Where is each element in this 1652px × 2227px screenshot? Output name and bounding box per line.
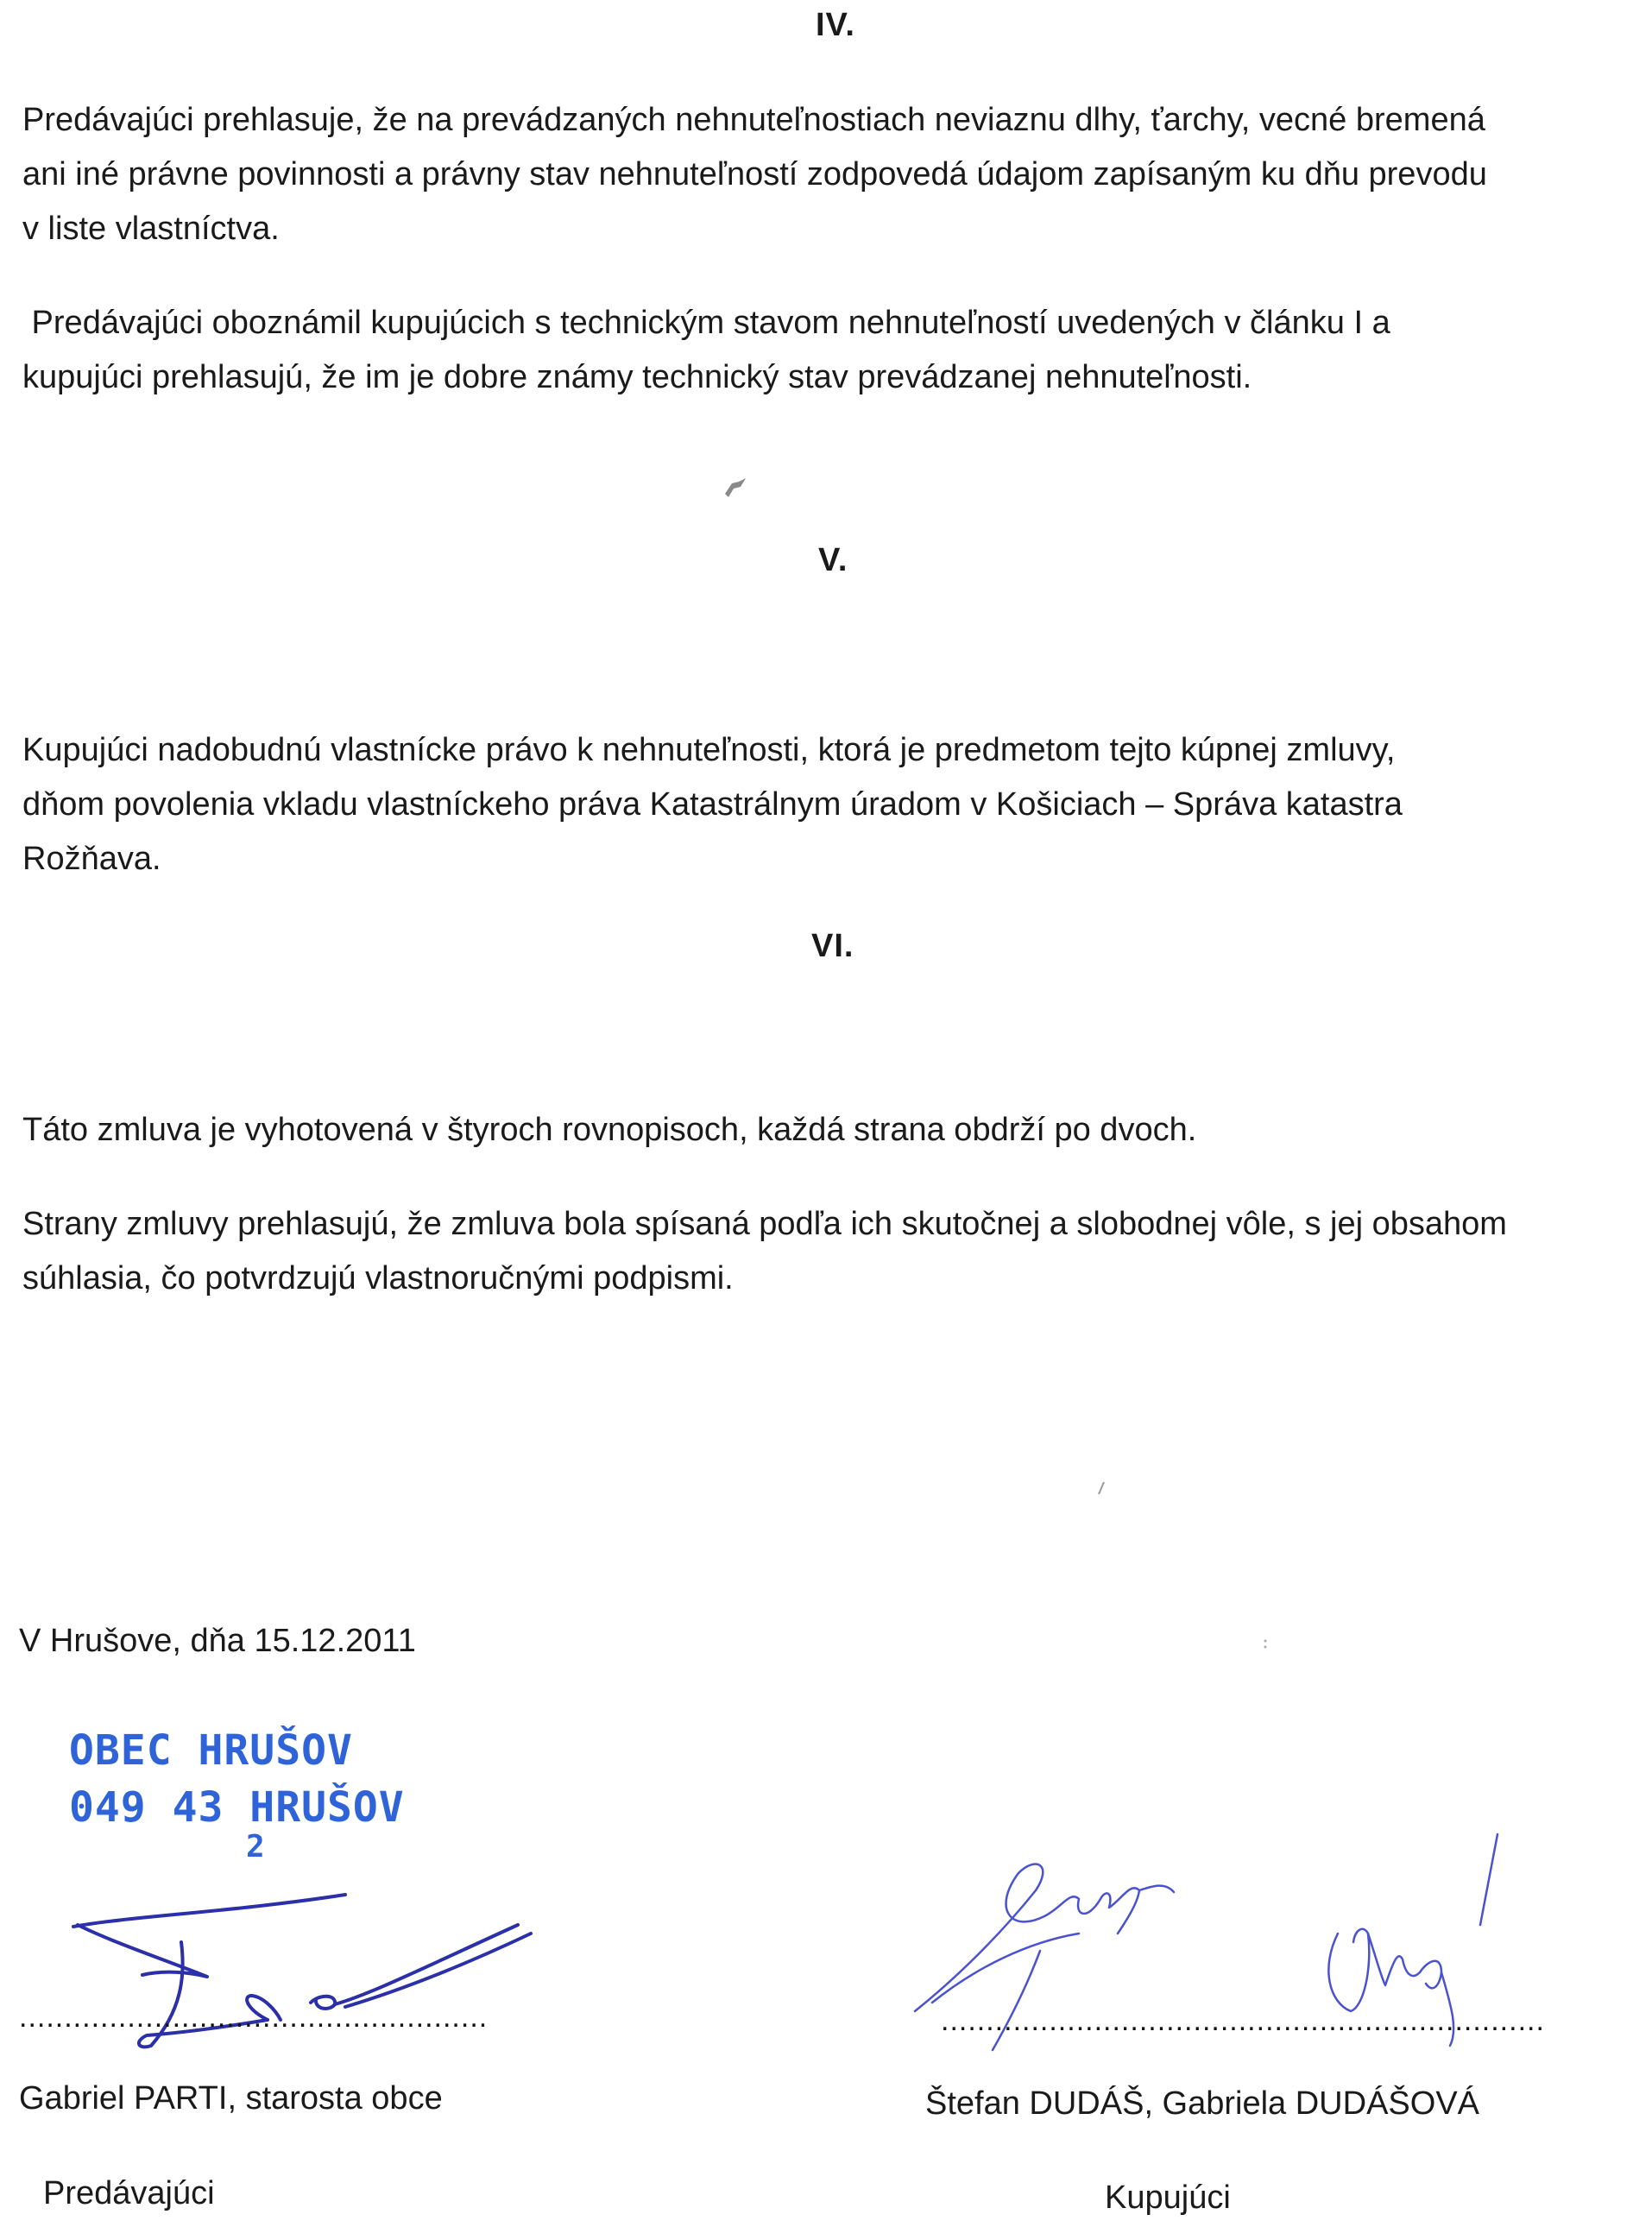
buyer-role: Kupujúci — [1105, 2180, 1231, 2216]
seller-signature-line: .................................................... — [19, 2001, 489, 2034]
place-and-date: V Hrušove, dňa 15.12.2011 — [19, 1623, 416, 1659]
text-line: Predávajúci prehlasuje, že na prevádzaných nehnuteľnostiach neviaznu dlhy, ťarchy, vecné bremená — [22, 102, 1485, 138]
text-line: ani iné právne povinnosti a právny stav nehnuteľností zodpovedá údajom zapísaným ku dňu prevodu — [22, 156, 1487, 192]
buyer-names: Štefan DUDÁŠ, Gabriela DUDÁŠOVÁ — [925, 2085, 1480, 2122]
section-heading-v: V. — [818, 542, 848, 578]
section-v-paragraph — [22, 723, 1645, 886]
text-line: súhlasia, čo potvrdzujú vlastnoručnými podpismi. — [22, 1260, 734, 1296]
text-line: Predávajúci oboznámil kupujúcich s technickým stavom nehnuteľností uvedených v článku I a — [22, 305, 1390, 341]
text-line: Rožňava. — [22, 841, 161, 877]
section-iv-paragraph-2 — [22, 296, 1645, 405]
text-line: dňom povolenia vkladu vlastníckeho práva Katastrálnym úradom v Košiciach – Správa katastra — [22, 786, 1403, 823]
buyer-signature-line: ................................................................... — [941, 2004, 1545, 2037]
seller-name: Gabriel PARTI, starosta obce — [19, 2080, 443, 2117]
stamp-line-1: OBEC HRUŠOV — [69, 1726, 353, 1775]
stamp-line-3: 2 — [246, 1829, 266, 1864]
scan-dash-mark — [1096, 1480, 1107, 1498]
section-iv-paragraph-1 — [22, 93, 1645, 256]
text-line: kupujúci prehlasujú, že im je dobre známy technický stav prevádzanej nehnuteľnosti. — [22, 359, 1252, 395]
text-line: Strany zmluvy prehlasujú, že zmluva bola spísaná podľa ich skutočnej a slobodnej vôle, s jej obsahom — [22, 1206, 1507, 1242]
stamp-line-2: 049 43 HRUŠOV — [69, 1783, 405, 1832]
scan-dot-mark — [1262, 1638, 1269, 1650]
scan-speck-mark — [723, 475, 749, 499]
municipality-stamp — [69, 1722, 405, 1864]
seller-role: Predávajúci — [43, 2175, 215, 2211]
section-vi-paragraph-2 — [22, 1197, 1645, 1306]
text-line: Kupujúci nadobudnú vlastnícke právo k nehnuteľnosti, ktorá je predmetom tejto kúpnej zmluvy, — [22, 732, 1396, 768]
text-line: v liste vlastníctva. — [22, 211, 280, 247]
section-heading-vi: VI. — [811, 928, 854, 964]
section-heading-iv: IV. — [816, 7, 855, 43]
section-vi-paragraph-1: Táto zmluva je vyhotovená v štyroch rovnopisoch, každá strana obdrží po dvoch. — [22, 1112, 1197, 1148]
